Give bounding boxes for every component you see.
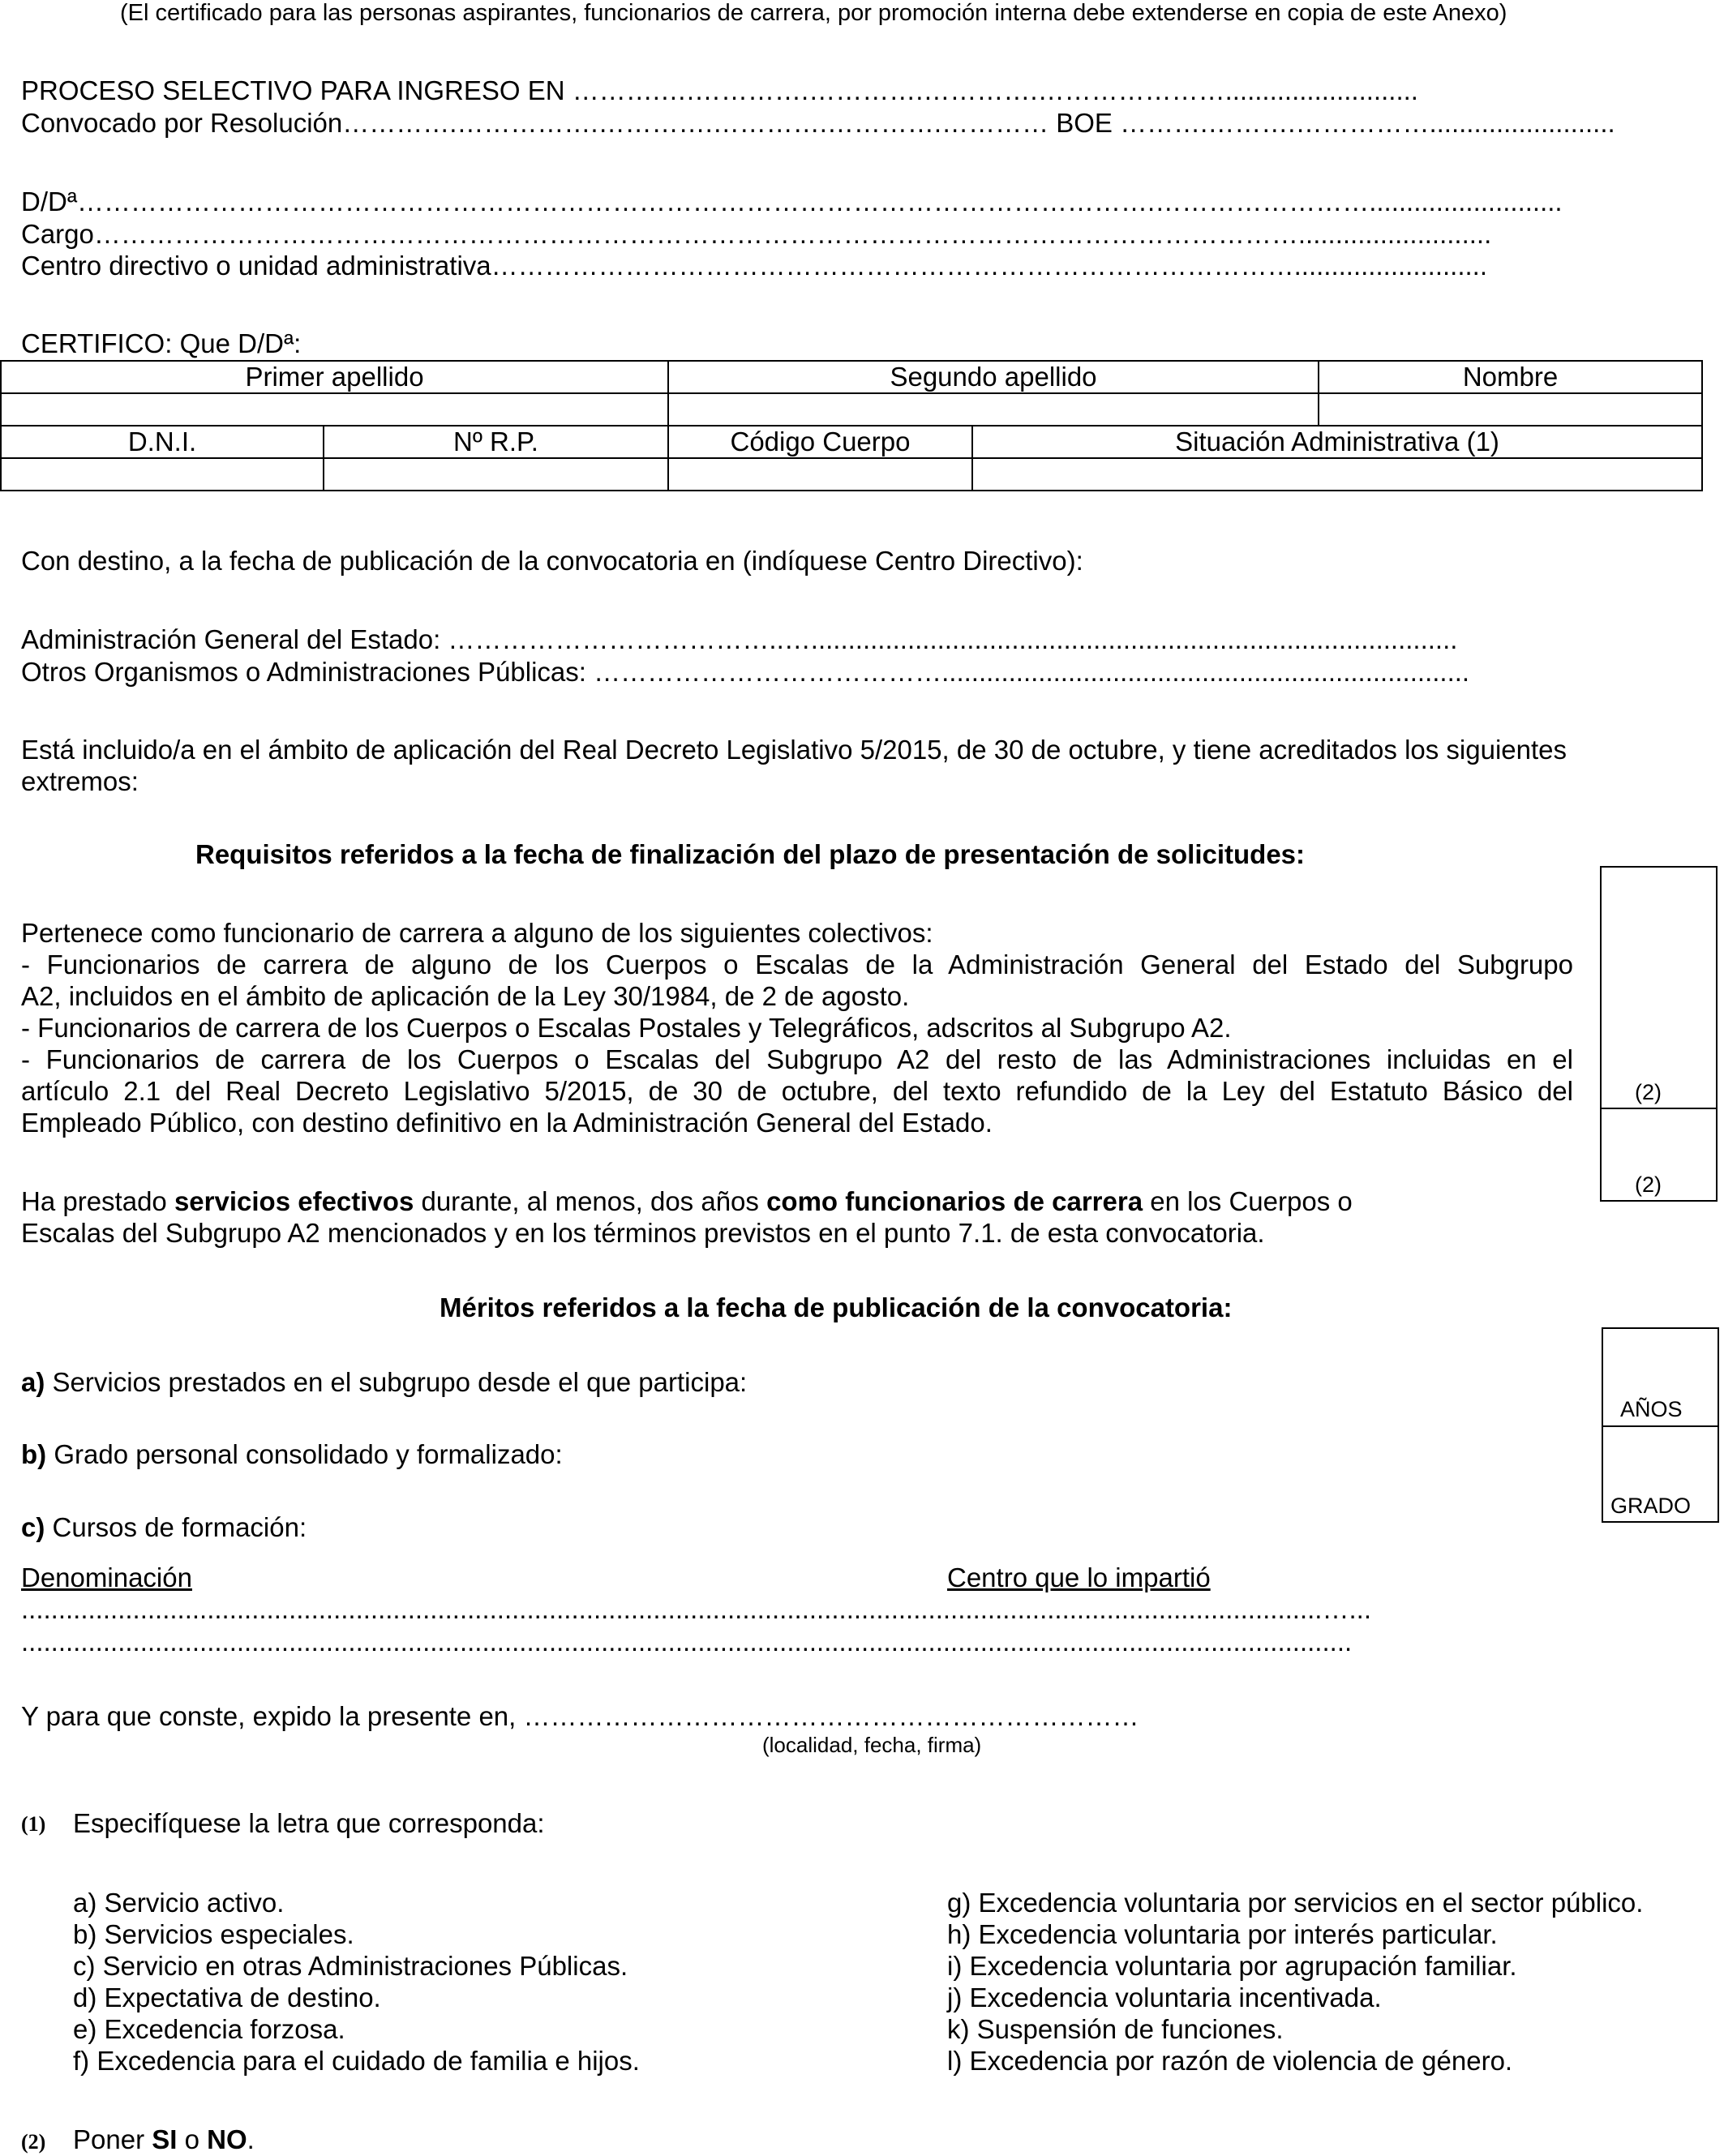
requisitos-box-divider	[1600, 1108, 1718, 1109]
footnote2-o: o	[177, 2124, 208, 2154]
cursos-dots-line1: ...............................................................................................................................................................................…...	[21, 1594, 1371, 1624]
ambito-line2: extremos:	[21, 766, 139, 796]
requisitos-answer-box[interactable]	[1600, 866, 1718, 1202]
requisitos-heading: Requisitos referidos a la fecha de finalización del plazo de presentación de solicitudes:	[195, 839, 1306, 869]
age-line: Administración General del Estado: ………………………………..….......................................................................................	[21, 624, 1458, 654]
destino-intro: Con destino, a la fecha de publicación de la convocatoria en (indíquese Centro Directivo):	[21, 546, 1083, 576]
situacion-admin-header: Situación Administrativa (1)	[972, 426, 1702, 458]
footnote1-text: Especifíquese la letra que corresponda:	[73, 1808, 545, 1838]
requisitos-p1-line1: - Funcionarios de carrera de alguno de los Cuerpos o Escalas de la Administración General del Estado del Subgrupo	[21, 949, 1573, 979]
dni-header: D.N.I.	[1, 426, 324, 458]
merito-c	[21, 1511, 307, 1544]
expido-note: (localidad, fecha, firma)	[762, 1733, 982, 1757]
footnote1-mark: (1)	[21, 1812, 46, 1836]
requisitos-p1-line3: - Funcionarios de carrera de los Cuerpos o Escalas Postales y Telegráficos, adscritos al Subgrupo A2.	[21, 1013, 1232, 1043]
situacion-item: i) Excedencia voluntaria por agrupación familiar.	[947, 1951, 1517, 1981]
requisitos-p1-line4: - Funcionarios de carrera de los Cuerpos o Escalas del Subgrupo A2 del resto de las Administraciones incluidas en el	[21, 1044, 1573, 1074]
merito-a-text: Servicios prestados en el subgrupo desde el que participa:	[45, 1367, 748, 1397]
p2-text-c: durante, al menos, dos años	[414, 1186, 767, 1216]
footnote2-end: .	[247, 2124, 255, 2154]
situacion-item: a) Servicio activo.	[73, 1888, 285, 1918]
situacion-item: g) Excedencia voluntaria por servicios en el sector público.	[947, 1888, 1644, 1918]
situacion-item: d) Expectativa de destino.	[73, 1982, 381, 2012]
merito-c-letter: c)	[21, 1512, 45, 1542]
nombre-header: Nombre	[1319, 361, 1702, 393]
segundo-apellido-header: Segundo apellido	[668, 361, 1319, 393]
situacion-item: k) Suspensión de funciones.	[947, 2014, 1284, 2044]
requisitos-box-label-2: (2)	[1635, 1172, 1662, 1197]
header-note: (El certificado para las personas aspirantes, funcionarios de carrera, por promoción interna debe extenderse en copia de este Anexo)	[120, 0, 1507, 26]
situacion-item: b) Servicios especiales.	[73, 1919, 354, 1949]
centro-directivo-line: Centro directivo o unidad administrativa………………………………………………………………………………..........................	[21, 251, 1488, 281]
codigo-cuerpo-header: Código Cuerpo	[668, 426, 972, 458]
dd-line: D/Dª………………………………………………………………………………………………………….……………………..........................	[21, 186, 1563, 216]
convocado-line: Convocado por Resolución………….…………….………….………….………….………… BOE ……….……….…………….........................	[21, 108, 1615, 138]
footnote2-text-a: Poner	[73, 2124, 152, 2154]
otros-organismos-line: Otros Organismos o Administraciones Públicas: ………………………………….......................................................................	[21, 657, 1470, 687]
expido-line: Y para que conste, expido la presente en, ……………………………………………………………	[21, 1701, 1139, 1731]
requisitos-p2-line1	[21, 1185, 1353, 1218]
meritos-heading: Méritos referidos a la fecha de publicación de la convocatoria:	[440, 1292, 1233, 1322]
primer-apellido-cell	[1, 393, 668, 426]
p2-text-e: en los Cuerpos o	[1143, 1186, 1353, 1216]
footnote2-no: NO	[207, 2124, 247, 2154]
cargo-line: Cargo………………………………………………………………………………………………………………………..........................	[21, 219, 1492, 249]
centro-impartio-label: Centro que lo impartió	[947, 1562, 1211, 1592]
footnote2-text	[73, 2124, 255, 2156]
proceso-line: PROCESO SELECTIVO PARA INGRESO EN ……….….………….………….………….…………………..........................	[21, 75, 1418, 105]
situacion-item: l) Excedencia por razón de violencia de género.	[947, 2046, 1513, 2076]
merito-a-letter: a)	[21, 1367, 45, 1397]
nombre-cell	[1319, 393, 1702, 426]
merito-b	[21, 1438, 563, 1471]
footnote2-mark: (2)	[21, 2130, 46, 2154]
personal-data-table	[0, 360, 1703, 491]
nrp-cell	[324, 458, 668, 491]
situacion-item: c) Servicio en otras Administraciones Públicas.	[73, 1951, 628, 1981]
cursos-dots-line2: ...................................................................................................................................................................................	[21, 1627, 1353, 1657]
requisitos-p1-line0: Pertenece como funcionario de carrera a alguno de los siguientes colectivos:	[21, 918, 933, 948]
box-grado-label: GRADO	[1610, 1494, 1692, 1518]
requisitos-p1-line2: A2, incluidos en el ámbito de aplicación de la Ley 30/1984, de 2 de agosto.	[21, 981, 910, 1011]
box-anos-label: AÑOS	[1620, 1397, 1683, 1421]
requisitos-p1-line5: artículo 2.1 del Real Decreto Legislativo 5/2015, de 30 de octubre, del texto refundido de la Ley del Estatuto Básico del	[21, 1076, 1573, 1106]
segundo-apellido-cell	[668, 393, 1319, 426]
situacion-item: f) Excedencia para el cuidado de familia e hijos.	[73, 2046, 640, 2076]
requisitos-box-label-1: (2)	[1635, 1080, 1662, 1104]
primer-apellido-header: Primer apellido	[1, 361, 668, 393]
meritos-box-divider	[1602, 1425, 1719, 1427]
denominacion-label: Denominación	[21, 1562, 192, 1592]
merito-b-text: Grado personal consolidado y formalizado:	[46, 1439, 563, 1469]
requisitos-p2-line2: Escalas del Subgrupo A2 mencionados y en los términos previstos en el punto 7.1. de esta convocatoria.	[21, 1218, 1265, 1248]
footnote2-si: SI	[152, 2124, 178, 2154]
situacion-item: h) Excedencia voluntaria por interés particular.	[947, 1919, 1498, 1949]
codigo-cuerpo-cell	[668, 458, 972, 491]
merito-c-text: Cursos de formación:	[45, 1512, 307, 1542]
situacion-item: j) Excedencia voluntaria incentivada.	[947, 1982, 1382, 2012]
p2-bold-servicios: servicios efectivos	[174, 1186, 414, 1216]
merito-a	[21, 1366, 747, 1399]
situacion-admin-cell	[972, 458, 1702, 491]
nrp-header: Nº R.P.	[324, 426, 668, 458]
certifico-label: CERTIFICO: Que D/Dª:	[21, 328, 302, 358]
p2-text-a: Ha prestado	[21, 1186, 174, 1216]
requisitos-p1-line6: Empleado Público, con destino definitivo en la Administración General del Estado.	[21, 1108, 993, 1138]
situacion-item: e) Excedencia forzosa.	[73, 2014, 345, 2044]
merito-b-letter: b)	[21, 1439, 47, 1469]
dni-cell	[1, 458, 324, 491]
ambito-line1: Está incluido/a en el ámbito de aplicación del Real Decreto Legislativo 5/2015, de 30 de octubre, y tiene acreditados los siguientes	[21, 735, 1567, 765]
p2-bold-funcionarios: como funcionarios de carrera	[766, 1186, 1143, 1216]
